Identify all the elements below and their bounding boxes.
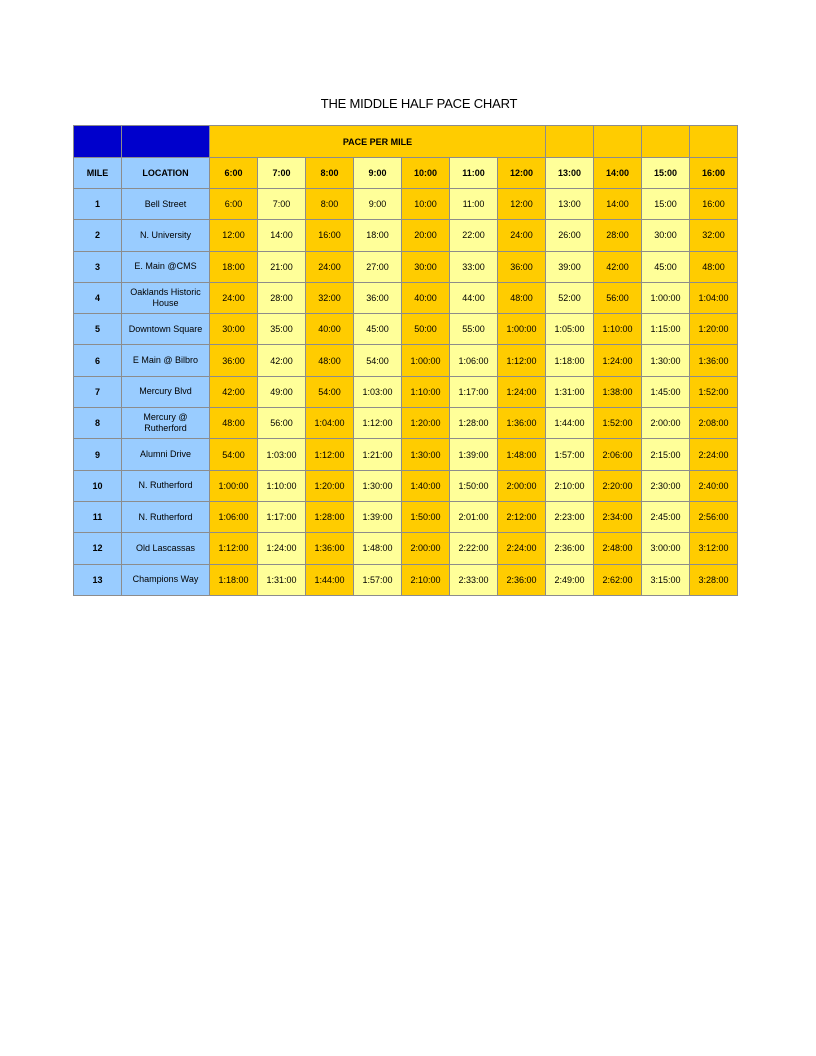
header-blue-cell-mile xyxy=(74,126,122,158)
location-name: Mercury @ Rutherford xyxy=(122,408,210,439)
split-time-cell: 32:00 xyxy=(690,220,738,251)
split-time-cell: 1:52:00 xyxy=(690,376,738,407)
pace-column-label: 8:00 xyxy=(306,158,354,189)
table-row xyxy=(74,564,738,595)
split-time-cell: 13:00 xyxy=(546,189,594,220)
split-time-cell: 36:00 xyxy=(498,251,546,282)
split-time-cell: 7:00 xyxy=(258,189,306,220)
split-time-cell: 24:00 xyxy=(306,251,354,282)
split-time-cell: 2:48:00 xyxy=(594,533,642,564)
split-time-cell: 1:00:00 xyxy=(210,470,258,501)
mile-number: 12 xyxy=(74,533,122,564)
split-time-cell: 1:39:00 xyxy=(450,439,498,470)
location-name: Oaklands Historic House xyxy=(122,282,210,313)
split-time-cell: 3:00:00 xyxy=(642,533,690,564)
location-name: Champions Way xyxy=(122,564,210,595)
split-time-cell: 1:31:00 xyxy=(258,564,306,595)
location-name: N. Rutherford xyxy=(122,501,210,532)
mile-column-label: MILE xyxy=(74,158,122,189)
table-row xyxy=(74,439,738,470)
split-time-cell: 2:00:00 xyxy=(642,408,690,439)
split-time-cell: 35:00 xyxy=(258,314,306,345)
split-time-cell: 1:50:00 xyxy=(402,501,450,532)
split-time-cell: 1:24:00 xyxy=(258,533,306,564)
mile-number: 3 xyxy=(74,251,122,282)
split-time-cell: 1:18:00 xyxy=(210,564,258,595)
split-time-cell: 1:00:00 xyxy=(642,282,690,313)
table-row xyxy=(74,220,738,251)
split-time-cell: 1:00:00 xyxy=(402,345,450,376)
split-time-cell: 30:00 xyxy=(402,251,450,282)
column-label-row xyxy=(74,158,738,189)
split-time-cell: 40:00 xyxy=(402,282,450,313)
split-time-cell: 30:00 xyxy=(642,220,690,251)
split-time-cell: 45:00 xyxy=(642,251,690,282)
location-name: Downtown Square xyxy=(122,314,210,345)
split-time-cell: 1:03:00 xyxy=(258,439,306,470)
split-time-cell: 42:00 xyxy=(210,376,258,407)
split-time-cell: 1:10:00 xyxy=(594,314,642,345)
header-empty-cell xyxy=(642,126,690,158)
split-time-cell: 2:33:00 xyxy=(450,564,498,595)
pace-column-label: 6:00 xyxy=(210,158,258,189)
split-time-cell: 1:39:00 xyxy=(354,501,402,532)
table-row xyxy=(74,345,738,376)
mile-number: 6 xyxy=(74,345,122,376)
split-time-cell: 11:00 xyxy=(450,189,498,220)
split-time-cell: 1:50:00 xyxy=(450,470,498,501)
table-row xyxy=(74,408,738,439)
split-time-cell: 2:24:00 xyxy=(498,533,546,564)
table-row xyxy=(74,501,738,532)
split-time-cell: 55:00 xyxy=(450,314,498,345)
pace-column-label: 16:00 xyxy=(690,158,738,189)
split-time-cell: 42:00 xyxy=(594,251,642,282)
pace-column-label: 12:00 xyxy=(498,158,546,189)
pace-header-row xyxy=(74,126,738,158)
split-time-cell: 2:49:00 xyxy=(546,564,594,595)
mile-number: 2 xyxy=(74,220,122,251)
split-time-cell: 2:10:00 xyxy=(546,470,594,501)
table-row xyxy=(74,533,738,564)
split-time-cell: 2:34:00 xyxy=(594,501,642,532)
split-time-cell: 1:10:00 xyxy=(258,470,306,501)
table-row xyxy=(74,470,738,501)
split-time-cell: 52:00 xyxy=(546,282,594,313)
split-time-cell: 1:30:00 xyxy=(354,470,402,501)
table-row xyxy=(74,251,738,282)
split-time-cell: 1:20:00 xyxy=(690,314,738,345)
split-time-cell: 1:12:00 xyxy=(210,533,258,564)
split-time-cell: 56:00 xyxy=(258,408,306,439)
split-time-cell: 24:00 xyxy=(210,282,258,313)
split-time-cell: 1:17:00 xyxy=(450,376,498,407)
split-time-cell: 16:00 xyxy=(690,189,738,220)
split-time-cell: 49:00 xyxy=(258,376,306,407)
split-time-cell: 1:20:00 xyxy=(306,470,354,501)
split-time-cell: 1:20:00 xyxy=(402,408,450,439)
split-time-cell: 14:00 xyxy=(594,189,642,220)
split-time-cell: 2:56:00 xyxy=(690,501,738,532)
split-time-cell: 16:00 xyxy=(306,220,354,251)
split-time-cell: 1:31:00 xyxy=(546,376,594,407)
split-time-cell: 54:00 xyxy=(210,439,258,470)
split-time-cell: 1:12:00 xyxy=(354,408,402,439)
pace-column-label: 10:00 xyxy=(402,158,450,189)
mile-number: 10 xyxy=(74,470,122,501)
split-time-cell: 1:06:00 xyxy=(450,345,498,376)
split-time-cell: 2:23:00 xyxy=(546,501,594,532)
split-time-cell: 48:00 xyxy=(690,251,738,282)
split-time-cell: 1:57:00 xyxy=(546,439,594,470)
header-blue-cell-location xyxy=(122,126,210,158)
split-time-cell: 30:00 xyxy=(210,314,258,345)
split-time-cell: 50:00 xyxy=(402,314,450,345)
split-time-cell: 56:00 xyxy=(594,282,642,313)
split-time-cell: 2:36:00 xyxy=(498,564,546,595)
mile-number: 9 xyxy=(74,439,122,470)
split-time-cell: 10:00 xyxy=(402,189,450,220)
split-time-cell: 33:00 xyxy=(450,251,498,282)
split-time-cell: 12:00 xyxy=(210,220,258,251)
location-name: Mercury Blvd xyxy=(122,376,210,407)
pace-chart-table xyxy=(73,125,738,596)
split-time-cell: 15:00 xyxy=(642,189,690,220)
split-time-cell: 2:01:00 xyxy=(450,501,498,532)
location-name: Bell Street xyxy=(122,189,210,220)
table-row xyxy=(74,282,738,313)
split-time-cell: 2:00:00 xyxy=(498,470,546,501)
split-time-cell: 1:05:00 xyxy=(546,314,594,345)
split-time-cell: 2:45:00 xyxy=(642,501,690,532)
split-time-cell: 39:00 xyxy=(546,251,594,282)
mile-number: 13 xyxy=(74,564,122,595)
split-time-cell: 1:17:00 xyxy=(258,501,306,532)
split-time-cell: 48:00 xyxy=(306,345,354,376)
split-time-cell: 2:08:00 xyxy=(690,408,738,439)
split-time-cell: 1:57:00 xyxy=(354,564,402,595)
location-column-label: LOCATION xyxy=(122,158,210,189)
split-time-cell: 21:00 xyxy=(258,251,306,282)
split-time-cell: 1:15:00 xyxy=(642,314,690,345)
split-time-cell: 1:40:00 xyxy=(402,470,450,501)
split-time-cell: 54:00 xyxy=(306,376,354,407)
split-time-cell: 1:45:00 xyxy=(642,376,690,407)
split-time-cell: 2:12:00 xyxy=(498,501,546,532)
split-time-cell: 1:52:00 xyxy=(594,408,642,439)
split-time-cell: 1:12:00 xyxy=(306,439,354,470)
split-time-cell: 1:21:00 xyxy=(354,439,402,470)
location-name: N. Rutherford xyxy=(122,470,210,501)
split-time-cell: 2:22:00 xyxy=(450,533,498,564)
page-title: THE MIDDLE HALF PACE CHART xyxy=(320,96,518,111)
split-time-cell: 1:44:00 xyxy=(546,408,594,439)
split-time-cell: 54:00 xyxy=(354,345,402,376)
header-empty-cell xyxy=(546,126,594,158)
pace-column-label: 11:00 xyxy=(450,158,498,189)
split-time-cell: 28:00 xyxy=(258,282,306,313)
mile-number: 1 xyxy=(74,189,122,220)
split-time-cell: 1:36:00 xyxy=(690,345,738,376)
header-empty-cell xyxy=(690,126,738,158)
split-time-cell: 2:06:00 xyxy=(594,439,642,470)
split-time-cell: 2:10:00 xyxy=(402,564,450,595)
split-time-cell: 1:24:00 xyxy=(498,376,546,407)
location-name: N. University xyxy=(122,220,210,251)
split-time-cell: 27:00 xyxy=(354,251,402,282)
location-name: E Main @ Bilbro xyxy=(122,345,210,376)
split-time-cell: 1:03:00 xyxy=(354,376,402,407)
split-time-cell: 42:00 xyxy=(258,345,306,376)
split-time-cell: 1:06:00 xyxy=(210,501,258,532)
split-time-cell: 28:00 xyxy=(594,220,642,251)
header-empty-cell xyxy=(594,126,642,158)
split-time-cell: 45:00 xyxy=(354,314,402,345)
split-time-cell: 1:04:00 xyxy=(306,408,354,439)
split-time-cell: 1:18:00 xyxy=(546,345,594,376)
pace-column-label: 9:00 xyxy=(354,158,402,189)
location-name: E. Main @CMS xyxy=(122,251,210,282)
split-time-cell: 1:36:00 xyxy=(306,533,354,564)
split-time-cell: 32:00 xyxy=(306,282,354,313)
split-time-cell: 1:36:00 xyxy=(498,408,546,439)
split-time-cell: 1:30:00 xyxy=(402,439,450,470)
split-time-cell: 3:12:00 xyxy=(690,533,738,564)
pace-column-label: 15:00 xyxy=(642,158,690,189)
split-time-cell: 6:00 xyxy=(210,189,258,220)
split-time-cell: 8:00 xyxy=(306,189,354,220)
mile-number: 7 xyxy=(74,376,122,407)
split-time-cell: 2:20:00 xyxy=(594,470,642,501)
split-time-cell: 1:12:00 xyxy=(498,345,546,376)
split-time-cell: 48:00 xyxy=(210,408,258,439)
split-time-cell: 18:00 xyxy=(354,220,402,251)
table-row xyxy=(74,314,738,345)
split-time-cell: 36:00 xyxy=(210,345,258,376)
split-time-cell: 1:48:00 xyxy=(498,439,546,470)
split-time-cell: 2:40:00 xyxy=(690,470,738,501)
split-time-cell: 26:00 xyxy=(546,220,594,251)
location-name: Old Lascassas xyxy=(122,533,210,564)
split-time-cell: 1:04:00 xyxy=(690,282,738,313)
split-time-cell: 2:15:00 xyxy=(642,439,690,470)
split-time-cell: 1:38:00 xyxy=(594,376,642,407)
split-time-cell: 9:00 xyxy=(354,189,402,220)
split-time-cell: 20:00 xyxy=(402,220,450,251)
split-time-cell: 1:28:00 xyxy=(306,501,354,532)
split-time-cell: 14:00 xyxy=(258,220,306,251)
split-time-cell: 2:30:00 xyxy=(642,470,690,501)
split-time-cell: 36:00 xyxy=(354,282,402,313)
mile-number: 11 xyxy=(74,501,122,532)
split-time-cell: 18:00 xyxy=(210,251,258,282)
split-time-cell: 12:00 xyxy=(498,189,546,220)
location-name: Alumni Drive xyxy=(122,439,210,470)
split-time-cell: 1:30:00 xyxy=(642,345,690,376)
pace-column-label: 13:00 xyxy=(546,158,594,189)
split-time-cell: 40:00 xyxy=(306,314,354,345)
split-time-cell: 1:44:00 xyxy=(306,564,354,595)
mile-number: 8 xyxy=(74,408,122,439)
split-time-cell: 48:00 xyxy=(498,282,546,313)
split-time-cell: 1:24:00 xyxy=(594,345,642,376)
split-time-cell: 1:10:00 xyxy=(402,376,450,407)
table-row xyxy=(74,376,738,407)
split-time-cell: 2:00:00 xyxy=(402,533,450,564)
split-time-cell: 2:24:00 xyxy=(690,439,738,470)
table-row xyxy=(74,189,738,220)
split-time-cell: 1:28:00 xyxy=(450,408,498,439)
split-time-cell: 1:48:00 xyxy=(354,533,402,564)
split-time-cell: 3:15:00 xyxy=(642,564,690,595)
split-time-cell: 22:00 xyxy=(450,220,498,251)
split-time-cell: 2:62:00 xyxy=(594,564,642,595)
split-time-cell: 44:00 xyxy=(450,282,498,313)
split-time-cell: 2:36:00 xyxy=(546,533,594,564)
split-time-cell: 1:00:00 xyxy=(498,314,546,345)
mile-number: 5 xyxy=(74,314,122,345)
mile-number: 4 xyxy=(74,282,122,313)
split-time-cell: 24:00 xyxy=(498,220,546,251)
pace-per-mile-header: PACE PER MILE xyxy=(210,126,546,158)
pace-column-label: 7:00 xyxy=(258,158,306,189)
pace-column-label: 14:00 xyxy=(594,158,642,189)
split-time-cell: 3:28:00 xyxy=(690,564,738,595)
